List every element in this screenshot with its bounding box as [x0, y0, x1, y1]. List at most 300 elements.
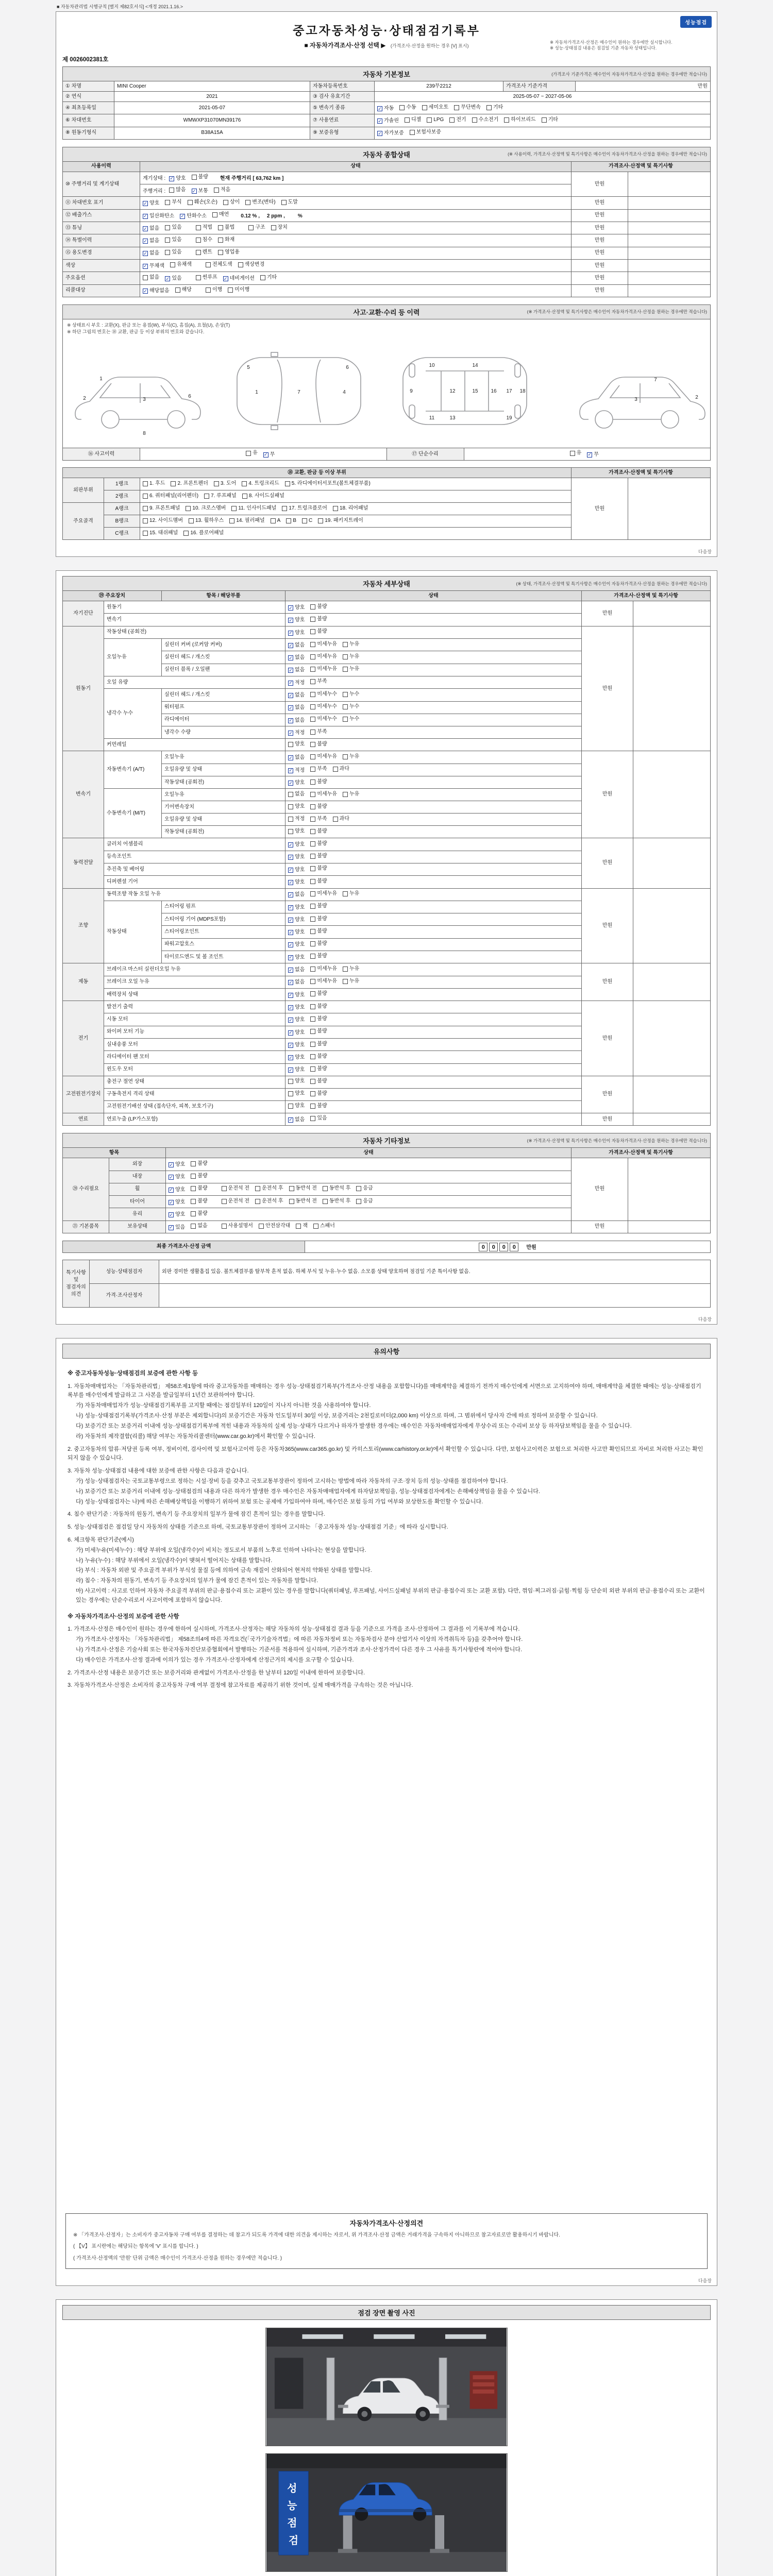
checkbox-B[interactable] — [286, 517, 296, 524]
checkbox-하이브리드[interactable] — [504, 116, 535, 124]
checkbox-label: 12. 사이드멤버 — [149, 517, 183, 523]
field-value — [375, 92, 711, 102]
checkbox-label: 스패너 — [320, 1223, 335, 1229]
insurer-badge: 성능점검 — [680, 16, 712, 28]
checkbox-box: ✓ — [165, 276, 170, 281]
checkbox-불량[interactable] — [310, 916, 327, 923]
checkbox-미세누수[interactable] — [310, 703, 337, 710]
checkbox-불량[interactable] — [310, 928, 327, 935]
checkbox-미세누유[interactable] — [310, 641, 337, 648]
checkbox-box: ✓ — [289, 917, 293, 923]
checkbox-불량[interactable] — [191, 1210, 207, 1217]
notice-line: 3. 자동차 성능·상태점검 내용에 대한 보증에 관한 사항은 다음과 같습니다. — [68, 1468, 249, 1475]
checkbox-불량[interactable] — [310, 903, 327, 910]
checkbox-4. 트렁크리드[interactable] — [242, 480, 279, 487]
field-value — [159, 1284, 711, 1308]
checkbox-운전석 후[interactable] — [255, 1185, 283, 1192]
checkbox-미세누유[interactable] — [310, 666, 337, 673]
checkbox-부족[interactable] — [310, 816, 327, 823]
field-label — [109, 1171, 166, 1183]
checkbox-box — [281, 200, 287, 205]
checkbox-기타[interactable] — [260, 274, 277, 281]
checkbox-box: ✓ — [289, 768, 293, 773]
checkbox-미세누유[interactable] — [310, 890, 337, 897]
checkbox-해당[interactable] — [175, 286, 192, 294]
checkbox-누유[interactable] — [343, 791, 359, 798]
checkbox-동반석 후[interactable] — [323, 1185, 350, 1192]
svg-text:4: 4 — [343, 389, 346, 395]
header-side-note-line2: ※ 성능·상태점검 내용은 점검일 기준 자동차 상태입니다. — [550, 45, 657, 51]
checkbox-없음[interactable] — [288, 1116, 305, 1124]
checkbox-label: 6. 쿼터패널(리어펜더) — [149, 493, 199, 499]
cell-text: 성능·상태점검자 — [106, 1268, 143, 1275]
checkbox-침수[interactable] — [196, 236, 212, 244]
checkbox-불량[interactable] — [310, 865, 327, 872]
checkbox-양호[interactable] — [288, 617, 305, 624]
checkbox-미세누유[interactable] — [310, 791, 337, 798]
checkbox-19. 패키지트레이[interactable] — [318, 517, 363, 524]
checkbox-상이[interactable] — [223, 199, 240, 206]
checkbox-양호[interactable] — [169, 1187, 185, 1194]
cell-text: ⑱ 교환, 판금 등 이상 부위 — [288, 469, 346, 476]
checkbox-box — [228, 287, 233, 293]
checkbox-양호[interactable] — [169, 175, 186, 182]
checkbox-없음[interactable] — [288, 791, 305, 798]
checkbox-label: 불량 — [317, 616, 327, 622]
checkbox-없음[interactable] — [288, 717, 305, 724]
checkbox-렌트[interactable] — [196, 249, 212, 256]
checkbox-썬루프[interactable] — [196, 274, 217, 281]
checkbox-label: 양호 — [295, 904, 305, 910]
checkbox-도말[interactable] — [281, 199, 298, 206]
checkbox-12. 사이드멤버[interactable] — [143, 517, 183, 524]
checkbox-양호[interactable] — [288, 803, 305, 810]
prefix-label: 주행거리 : — [143, 188, 166, 194]
checkbox-label: 16. 플로어패널 — [190, 530, 224, 536]
checkbox-label: 양호 — [175, 1187, 186, 1193]
cell-text: 연료 — [78, 1116, 89, 1122]
cell-text: 만원 — [602, 860, 613, 866]
checkbox-불량[interactable] — [310, 741, 327, 748]
checkbox-양호[interactable] — [288, 917, 305, 924]
checkbox-적음[interactable] — [214, 187, 230, 194]
page-block-4 — [56, 2299, 717, 2576]
checkbox-양호[interactable] — [288, 779, 305, 787]
field-value — [140, 222, 572, 234]
field-value — [285, 1026, 582, 1038]
checkbox-보통[interactable] — [192, 188, 208, 195]
checkbox-11. 인사이드패널[interactable] — [231, 505, 276, 512]
field-value — [582, 888, 633, 963]
checkbox-C[interactable] — [302, 517, 312, 524]
checkbox-6. 쿼터패널(리어펜더)[interactable] — [143, 493, 198, 500]
document-title: 중고자동차성능·상태점검기록부 — [293, 24, 480, 37]
checkbox-14. 필러패널[interactable] — [229, 517, 264, 524]
checkbox-적정[interactable] — [288, 680, 305, 687]
checkbox-16. 플로어패널[interactable] — [183, 530, 224, 537]
checkbox-없음[interactable] — [288, 654, 305, 662]
checkbox-운전석 전[interactable] — [222, 1198, 249, 1205]
checkbox-양호[interactable] — [288, 828, 305, 835]
checkbox-적정[interactable] — [288, 730, 305, 737]
checkbox-label: 안전삼각대 — [265, 1223, 291, 1229]
checkbox-누유[interactable] — [343, 666, 359, 673]
checkbox-디젤[interactable] — [405, 116, 421, 124]
field-value — [140, 259, 572, 272]
checkbox-유[interactable] — [246, 450, 258, 457]
checkbox-자가보증[interactable] — [377, 130, 404, 137]
field-value — [140, 448, 387, 460]
next-page-link[interactable]: 다음장 — [698, 2278, 712, 2284]
checkbox-양호[interactable] — [288, 879, 305, 886]
checkbox-양호[interactable] — [288, 904, 305, 911]
field-label — [63, 478, 104, 503]
document-number: 제 0026002381호 — [62, 57, 109, 63]
checkbox-불량[interactable] — [191, 1173, 207, 1180]
checkbox-이행[interactable] — [206, 286, 222, 294]
checkbox-label: 불량 — [317, 916, 327, 922]
checkbox-양호[interactable] — [288, 841, 305, 849]
checkbox-불량[interactable] — [310, 1015, 327, 1023]
checkbox-불량[interactable] — [310, 1103, 327, 1110]
checkbox-미이행[interactable] — [228, 286, 249, 294]
checkbox-label: 누유 — [349, 791, 360, 797]
checkbox-label: 미이행 — [234, 287, 250, 293]
checkbox-가솔린[interactable] — [377, 117, 399, 125]
checkbox-box: ✓ — [169, 1212, 173, 1217]
photo-area — [62, 2319, 711, 2576]
checkbox-훼손(오손)[interactable] — [188, 199, 217, 206]
field-value — [162, 651, 285, 664]
checkbox-미세누수[interactable] — [310, 716, 337, 723]
checkbox-label: 무단변속 — [461, 104, 481, 110]
checkbox-불량[interactable] — [310, 878, 327, 885]
checkbox-있음[interactable] — [169, 1224, 185, 1231]
checkbox-label: 기타 — [493, 104, 503, 110]
checkbox-없음[interactable] — [288, 967, 305, 974]
checkbox-18. 리어패널[interactable] — [333, 505, 368, 512]
checkbox-변조(변타)[interactable] — [245, 199, 275, 206]
checkbox-불량[interactable] — [192, 174, 208, 181]
checkbox-운전석 전[interactable] — [222, 1185, 249, 1192]
checkbox-화재[interactable] — [218, 236, 234, 244]
cell-text: 만원 — [594, 181, 605, 187]
checkbox-일산화탄소[interactable] — [143, 213, 174, 220]
checkbox-양호[interactable] — [169, 1174, 185, 1181]
checkbox-무채색[interactable] — [143, 263, 164, 270]
price-survey-select-note: (가격조사·산정을 원하는 경우 [V] 표시) — [390, 43, 469, 48]
checkbox-기타[interactable] — [542, 116, 558, 124]
checkbox-운전석 후[interactable] — [255, 1198, 283, 1205]
cell-text: 고전원전기장치 — [65, 1091, 101, 1097]
checkbox-양호[interactable] — [288, 941, 305, 948]
checkbox-없음[interactable] — [191, 1223, 207, 1230]
checkbox-양호[interactable] — [288, 1029, 305, 1037]
checkbox-미세누유[interactable] — [310, 753, 337, 760]
checkbox-box — [191, 1186, 196, 1191]
checkbox-양호[interactable] — [288, 1103, 305, 1110]
checkbox-label: 탄화수소 — [187, 213, 207, 219]
checkbox-label: 누수 — [349, 716, 360, 722]
checkbox-label: 양호 — [295, 954, 305, 960]
checkbox-불량[interactable] — [310, 840, 327, 848]
checkbox-box: ✓ — [289, 680, 293, 686]
checkbox-미세누수[interactable] — [310, 691, 337, 698]
checkbox-잭[interactable] — [296, 1223, 308, 1230]
checkbox-구조[interactable] — [248, 224, 265, 231]
field-label — [310, 92, 375, 102]
checkbox-유[interactable] — [570, 450, 582, 457]
checkbox-사용설명서[interactable] — [222, 1223, 253, 1230]
checkbox-불량[interactable] — [191, 1160, 207, 1167]
cell-text: 자동차등록번호 — [313, 83, 348, 89]
checkbox-양호[interactable] — [288, 1004, 305, 1011]
checkbox-양호[interactable] — [143, 200, 159, 207]
checkbox-없음[interactable] — [143, 274, 159, 281]
checkbox-불량[interactable] — [191, 1198, 207, 1205]
checkbox-없음[interactable] — [288, 692, 305, 699]
cell-text: 작동상태 (공회전) — [164, 779, 205, 785]
checkbox-불량[interactable] — [310, 1041, 327, 1048]
checkbox-동반석 전[interactable] — [289, 1185, 317, 1192]
checkbox-불량[interactable] — [310, 1065, 327, 1073]
checkbox-수동[interactable] — [399, 104, 416, 111]
checkbox-무[interactable] — [263, 451, 275, 459]
checkbox-수소전기[interactable] — [472, 116, 499, 124]
checkbox-전체도색[interactable] — [206, 261, 232, 268]
checkbox-A[interactable] — [271, 517, 281, 524]
checkbox-양호[interactable] — [288, 867, 305, 874]
checkbox-8. 사이드실패널[interactable] — [242, 493, 284, 500]
checkbox-미세누유[interactable] — [310, 965, 337, 973]
checkbox-없음[interactable] — [288, 704, 305, 711]
field-label — [63, 751, 104, 838]
field-value — [628, 284, 711, 297]
next-page-link[interactable]: 다음장 — [698, 1317, 712, 1323]
checkbox-불량[interactable] — [310, 940, 327, 947]
field-label — [104, 478, 140, 490]
checkbox-자동[interactable] — [377, 105, 394, 112]
checkbox-보험사보증[interactable] — [410, 129, 441, 136]
checkbox-적정[interactable] — [288, 816, 305, 823]
checkbox-15. 대쉬패널[interactable] — [143, 530, 178, 537]
checkbox-label: 양호 — [295, 779, 305, 786]
checkbox-있음[interactable] — [165, 236, 181, 244]
svg-text:1: 1 — [99, 376, 103, 382]
checkbox-13. 휠하우스[interactable] — [189, 517, 224, 524]
checkbox-양호[interactable] — [288, 630, 305, 637]
checkbox-label: 부족 — [317, 766, 327, 772]
checkbox-없음[interactable] — [143, 225, 159, 232]
checkbox-17. 트렁크플로어[interactable] — [282, 505, 327, 512]
checkbox-양호[interactable] — [288, 1078, 305, 1085]
field-value — [285, 726, 582, 739]
cell-text: 작동상태 (공회전) — [107, 629, 147, 635]
cell-text: 리콜대상 — [65, 287, 86, 294]
checkbox-있음[interactable] — [165, 224, 181, 231]
checkbox-네비게이션[interactable] — [223, 275, 255, 282]
checkbox-label: 미세누수 — [317, 716, 337, 722]
checkbox-box — [310, 754, 315, 759]
checkbox-없음[interactable] — [288, 891, 305, 899]
checkbox-양호[interactable] — [169, 1211, 185, 1218]
checkbox-box — [310, 692, 315, 697]
next-page-link[interactable]: 다음장 — [698, 549, 712, 555]
checkbox-불량[interactable] — [310, 628, 327, 635]
checkbox-양호[interactable] — [288, 1016, 305, 1024]
checkbox-스패너[interactable] — [313, 1223, 335, 1230]
checkbox-불법[interactable] — [218, 224, 234, 231]
checkbox-해당없음[interactable] — [143, 287, 170, 295]
checkbox-없음[interactable] — [143, 250, 159, 257]
checkbox-많음[interactable] — [169, 187, 186, 194]
checkbox-적법[interactable] — [196, 224, 212, 231]
checkbox-누유[interactable] — [343, 753, 359, 760]
checkbox-부식[interactable] — [165, 199, 181, 206]
checkbox-안전삼각대[interactable] — [259, 1223, 290, 1230]
checkbox-매연[interactable] — [212, 211, 229, 218]
checkbox-적정[interactable] — [288, 767, 305, 774]
checkbox-누유[interactable] — [343, 978, 359, 985]
checkbox-동반석 전[interactable] — [289, 1198, 317, 1205]
amount-digit: 0 — [510, 1243, 518, 1251]
checkbox-양호[interactable] — [288, 1090, 305, 1097]
field-value — [162, 938, 285, 951]
checkbox-양호[interactable] — [288, 1042, 305, 1049]
checkbox-불량[interactable] — [310, 1090, 327, 1097]
cell-text: 냉각수 누수 — [107, 710, 133, 717]
checkbox-부족[interactable] — [310, 728, 327, 736]
checkbox-양호[interactable] — [288, 929, 305, 936]
checkbox-있음[interactable] — [165, 275, 181, 282]
checkbox-양호[interactable] — [169, 1199, 185, 1206]
checkbox-양호[interactable] — [288, 1066, 305, 1074]
checkbox-box — [310, 629, 315, 634]
checkbox-box: ✓ — [289, 929, 293, 935]
checkbox-누유[interactable] — [343, 653, 359, 660]
field-label — [310, 81, 375, 92]
field-value — [375, 81, 503, 92]
checkbox-불량[interactable] — [310, 853, 327, 860]
checkbox-불량[interactable] — [310, 1053, 327, 1060]
checkbox-box — [343, 692, 348, 697]
field-label — [63, 114, 114, 127]
checkbox-양호[interactable] — [169, 1161, 185, 1168]
checkbox-누수[interactable] — [343, 691, 359, 698]
checkbox-box: ✓ — [169, 1225, 173, 1230]
checkbox-과다[interactable] — [333, 816, 349, 823]
checkbox-box — [143, 481, 148, 486]
checkbox-없음[interactable] — [143, 238, 159, 245]
checkbox-label: 불량 — [317, 928, 327, 934]
checkbox-9. 프론트패널[interactable] — [143, 505, 180, 512]
checkbox-불량[interactable] — [310, 1003, 327, 1010]
checkbox-box — [271, 518, 276, 523]
checkbox-불량[interactable] — [310, 616, 327, 623]
checkbox-누수[interactable] — [343, 716, 359, 723]
checkbox-1. 후드[interactable] — [143, 480, 165, 487]
checkbox-무[interactable] — [587, 451, 599, 459]
checkbox-탄화수소[interactable] — [180, 213, 207, 220]
suffix-value: 0.12 % , 2 ppm , % — [241, 213, 303, 219]
checkbox-영업용[interactable] — [218, 249, 240, 256]
checkbox-없음[interactable] — [288, 642, 305, 649]
checkbox-동반석 후[interactable] — [323, 1198, 350, 1205]
checkbox-불량[interactable] — [191, 1185, 207, 1192]
car-side-left-view — [75, 377, 200, 428]
checkbox-미세누유[interactable] — [310, 978, 337, 985]
checkbox-불량[interactable] — [310, 803, 327, 810]
checkbox-양호[interactable] — [288, 604, 305, 612]
checkbox-불량[interactable] — [310, 828, 327, 835]
checkbox-과다[interactable] — [333, 766, 349, 773]
checkbox-없음[interactable] — [288, 754, 305, 761]
checkbox-양호[interactable] — [288, 741, 305, 748]
checkbox-양호[interactable] — [288, 854, 305, 861]
checkbox-미세누유[interactable] — [310, 653, 337, 660]
checkbox-있음[interactable] — [310, 1115, 327, 1122]
checkbox-label: 전기 — [456, 116, 466, 123]
checkbox-있음[interactable] — [165, 249, 181, 256]
checkbox-유채색[interactable] — [170, 261, 192, 268]
checkbox-box — [288, 804, 293, 809]
checkbox-7. 루프패널[interactable] — [204, 493, 237, 500]
checkbox-box: ✓ — [289, 1030, 293, 1036]
detail-state-title: 자동차 세부상태 — [363, 580, 410, 588]
checkbox-box — [222, 1186, 227, 1191]
checkbox-3. 도어[interactable] — [214, 480, 236, 487]
checkbox-무단변속[interactable] — [454, 104, 481, 111]
checkbox-양호[interactable] — [288, 1054, 305, 1061]
checkbox-색상변경[interactable] — [238, 261, 265, 268]
checkbox-box: ✓ — [289, 705, 293, 711]
checkbox-box: ✓ — [289, 730, 293, 736]
checkbox-응급[interactable] — [356, 1185, 373, 1192]
checkbox-불량[interactable] — [310, 603, 327, 611]
checkbox-누유[interactable] — [343, 890, 359, 897]
checkbox-없음[interactable] — [288, 979, 305, 986]
checkbox-불량[interactable] — [310, 778, 327, 786]
checkbox-전기[interactable] — [449, 116, 466, 124]
checkbox-없음[interactable] — [288, 667, 305, 674]
checkbox-불량[interactable] — [310, 990, 327, 997]
checkbox-2. 프론트펜더[interactable] — [171, 480, 208, 487]
checkbox-장치[interactable] — [271, 224, 288, 231]
checkbox-box — [310, 1029, 315, 1034]
checkbox-부족[interactable] — [310, 678, 327, 685]
checkbox-누유[interactable] — [343, 641, 359, 648]
checkbox-불량[interactable] — [310, 1028, 327, 1035]
checkbox-누유[interactable] — [343, 965, 359, 973]
checkbox-5. 라디에이터서포트(볼트체결부품)[interactable] — [285, 480, 371, 487]
checkbox-label: 양호 — [295, 828, 305, 834]
checkbox-누수[interactable] — [343, 703, 359, 710]
checkbox-label: 15. 대쉬패널 — [149, 530, 178, 536]
checkbox-응급[interactable] — [356, 1198, 373, 1205]
checkbox-10. 크로스멤버[interactable] — [186, 505, 226, 512]
checkbox-불량[interactable] — [310, 953, 327, 960]
checkbox-LPG[interactable] — [427, 116, 444, 124]
checkbox-box — [282, 506, 287, 511]
checkbox-부족[interactable] — [310, 766, 327, 773]
field-value — [162, 814, 285, 826]
checkbox-양호[interactable] — [288, 992, 305, 999]
checkbox-양호[interactable] — [288, 954, 305, 961]
checkbox-불량[interactable] — [310, 1078, 327, 1085]
checkbox-기타[interactable] — [486, 104, 503, 111]
checkbox-세미오토[interactable] — [422, 104, 449, 111]
field-label — [63, 626, 104, 751]
